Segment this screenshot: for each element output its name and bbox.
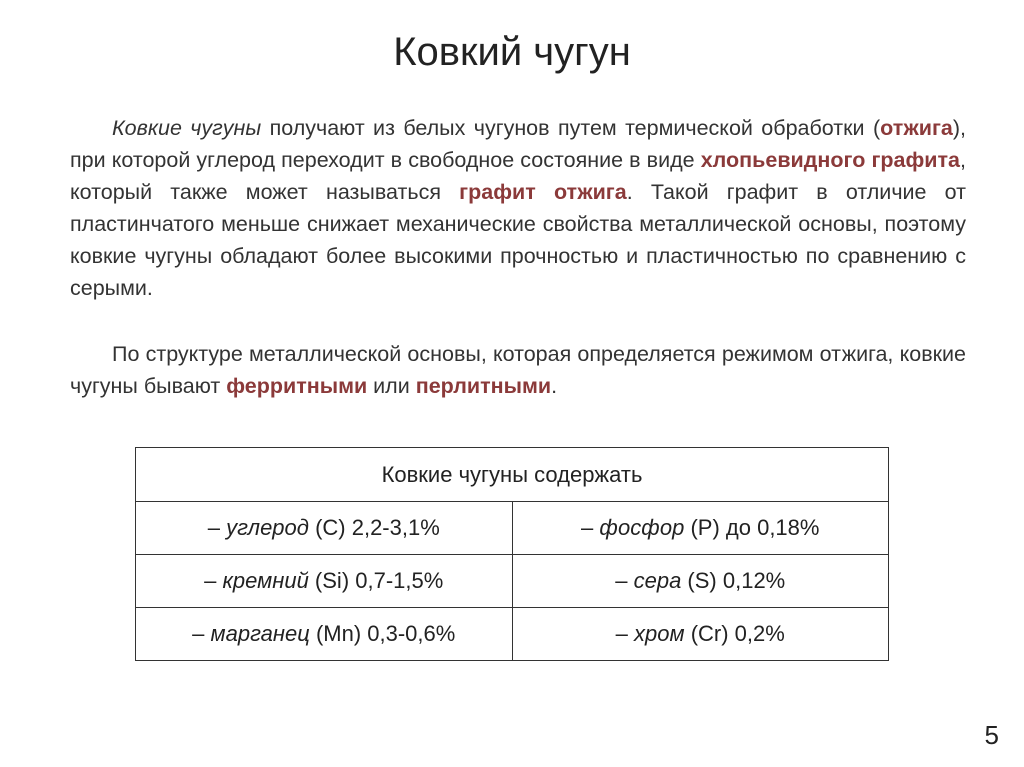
- table-row: [136, 502, 889, 555]
- paragraph-intro: [70, 112, 966, 304]
- table-header: Ковкие чугуны содержать: [136, 448, 889, 502]
- element-sulfur: [512, 555, 889, 608]
- element-manganese: [136, 608, 513, 661]
- element-value: (Cr) 0,2%: [684, 621, 785, 646]
- term-temper-graphite: графит отжига: [459, 180, 627, 204]
- paragraph-structure: [70, 338, 966, 402]
- term-ferritic: ферритными: [226, 374, 368, 398]
- text-span: ), при которой углерод переходит в свободное состояние в виде: [70, 116, 967, 172]
- text-span: .: [551, 374, 558, 398]
- term-flake-graphite: хлопьевидного графита: [700, 148, 961, 172]
- element-chromium: [512, 608, 889, 661]
- element-phosphorus: [512, 502, 889, 555]
- text-span: По структуре металлической основы, которая определяется режимом отжига, ковкие чугуны бывают: [70, 342, 966, 398]
- text-span: получают из белых чугунов путем термической обработки (: [261, 116, 881, 140]
- term-pearlitic: перлитными: [415, 374, 552, 398]
- table-row: [136, 608, 889, 661]
- element-value: (P) до 0,18%: [684, 515, 820, 540]
- element-name: кремний: [222, 568, 309, 593]
- cell-dash: –: [615, 568, 634, 593]
- cell-dash: –: [581, 515, 600, 540]
- element-name: сера: [633, 568, 682, 593]
- element-carbon: [136, 502, 513, 555]
- term-malleable-iron: Ковкие чугуны: [112, 116, 262, 140]
- table-row: [136, 555, 889, 608]
- table-header-row: [136, 448, 889, 502]
- text-span: . Такой графит в отличие от пластинчатого меньше снижает механические свойства металлической основы, поэтому ковкие чугуны обладают более высокими прочностью и пластичностью по сравнению с серыми.: [70, 180, 967, 300]
- element-name: марганец: [210, 621, 310, 646]
- slide-title: Ковкий чугун: [393, 30, 631, 74]
- cell-dash: –: [615, 621, 635, 646]
- cell-dash: –: [204, 568, 223, 593]
- text-span: или: [367, 374, 416, 398]
- cell-dash: –: [192, 621, 211, 646]
- term-annealing: отжига: [880, 116, 953, 140]
- element-value: (S) 0,12%: [681, 568, 786, 593]
- composition-table: [135, 447, 889, 661]
- element-name: углерод: [226, 515, 309, 540]
- page-number: 5: [984, 720, 999, 750]
- element-name: фосфор: [599, 515, 685, 540]
- element-silicon: [136, 555, 513, 608]
- cell-dash: –: [207, 515, 227, 540]
- element-value: (Mn) 0,3-0,6%: [309, 621, 456, 646]
- element-value: (Si) 0,7-1,5%: [308, 568, 444, 593]
- element-name: хром: [634, 621, 685, 646]
- text-span: , который также может называться: [70, 148, 966, 204]
- element-value: (C) 2,2-3,1%: [308, 515, 440, 540]
